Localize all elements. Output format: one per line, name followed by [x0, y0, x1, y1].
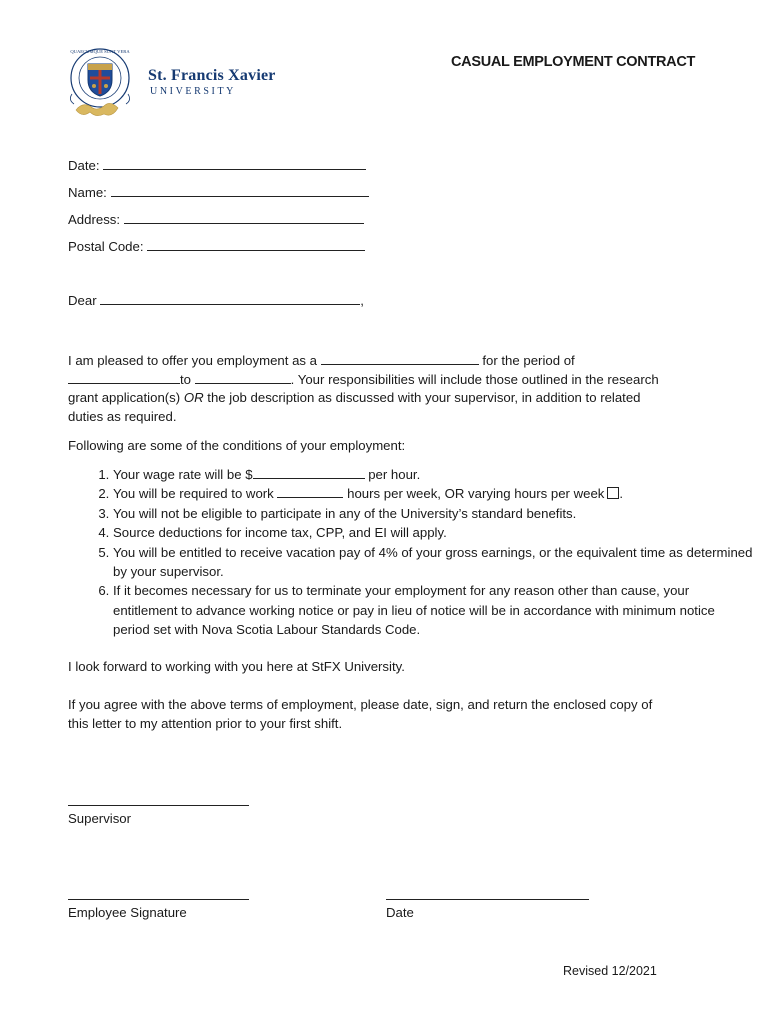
postal-code-label: Postal Code: — [68, 239, 144, 254]
offer-text: the job description as discussed with your supervisor, in addition to related — [207, 390, 641, 405]
supervisor-label: Supervisor — [68, 811, 132, 826]
closing-look-forward: I look forward to working with you here at StFX University. — [68, 659, 405, 674]
date-field — [68, 156, 366, 175]
date-signature-label: Date — [386, 905, 414, 920]
name-label: Name: — [68, 185, 107, 200]
offer-text: to — [180, 372, 191, 387]
address-label: Address: — [68, 212, 121, 227]
conditions-intro: Following are some of the conditions of your employment: — [68, 438, 406, 453]
recipient-blank[interactable] — [100, 291, 360, 305]
end-date-blank[interactable] — [195, 370, 291, 384]
address-blank[interactable] — [124, 210, 364, 224]
list-item: 3. You will not be eligible to participate in any of the University’s standard benefits. — [113, 504, 753, 523]
hours-blank[interactable] — [277, 484, 343, 498]
condition-text: You will be required to work — [113, 486, 274, 502]
postal-code-field — [68, 237, 365, 256]
list-item: 5. You will be entitled to receive vacation pay of 4% of your gross earnings, or the equivalent time as determined by your supervisor. — [113, 543, 753, 582]
condition-text: per hour. — [368, 467, 421, 482]
university-word: UNIVERSITY — [150, 86, 236, 97]
closing-agree-line-2: this letter to my attention prior to your first shift. — [68, 716, 343, 731]
offer-line-4: duties as required. — [68, 409, 177, 424]
list-item — [113, 465, 753, 484]
dear-comma: , — [360, 293, 364, 308]
name-blank[interactable] — [111, 183, 369, 197]
condition-text: . — [619, 486, 624, 502]
condition-text: Your wage rate will be $ — [113, 467, 253, 482]
salutation — [68, 291, 364, 310]
date-label: Date: — [68, 158, 100, 173]
offer-text: grant application(s) — [68, 390, 181, 405]
conditions-list — [68, 465, 753, 640]
date-signature-line[interactable] — [386, 899, 589, 900]
page-title: CASUAL EMPLOYMENT CONTRACT — [451, 54, 696, 70]
crest-motto: QUAECUMQUE SUNT VERA — [70, 49, 130, 54]
position-blank[interactable] — [321, 351, 479, 365]
start-date-blank[interactable] — [68, 370, 180, 384]
list-item — [113, 484, 753, 503]
employee-signature-line[interactable] — [68, 899, 249, 900]
offer-line-2 — [68, 370, 659, 389]
dear-label: Dear — [68, 293, 97, 308]
offer-text: I am pleased to offer you employment as a — [68, 353, 317, 368]
varying-hours-checkbox[interactable] — [607, 487, 619, 499]
supervisor-signature-line[interactable] — [68, 805, 249, 806]
revised-date: Revised 12/2021 — [563, 964, 657, 978]
condition-text: hours per week, OR varying hours per week — [347, 486, 605, 502]
list-item: 4. Source deductions for income tax, CPP, and EI will apply. — [113, 523, 753, 542]
offer-text-or: OR — [183, 390, 204, 405]
date-blank[interactable] — [103, 156, 366, 170]
name-field — [68, 183, 369, 202]
address-field — [68, 210, 364, 229]
offer-text: for the period of — [482, 353, 575, 368]
list-item: 6. If it becomes necessary for us to terminate your employment for any reason other than cause, your entitlement to advance working notice or pay in lieu of notice will be in accordance with minimum notice period set with Nova Scotia Labour Standards Code. — [113, 581, 753, 639]
offer-text: . Your responsibilities will include those outlined in the research — [290, 372, 659, 387]
offer-line-3 — [68, 389, 641, 407]
employee-signature-label: Employee Signature — [68, 905, 187, 920]
offer-line-1 — [68, 351, 575, 370]
postal-code-blank[interactable] — [147, 237, 365, 251]
university-name: St. Francis Xavier — [148, 67, 276, 84]
crest-icon — [70, 49, 129, 116]
closing-agree-line-1: If you agree with the above terms of employment, please date, sign, and return the enclosed copy of — [68, 697, 653, 712]
wage-blank[interactable] — [253, 465, 365, 479]
